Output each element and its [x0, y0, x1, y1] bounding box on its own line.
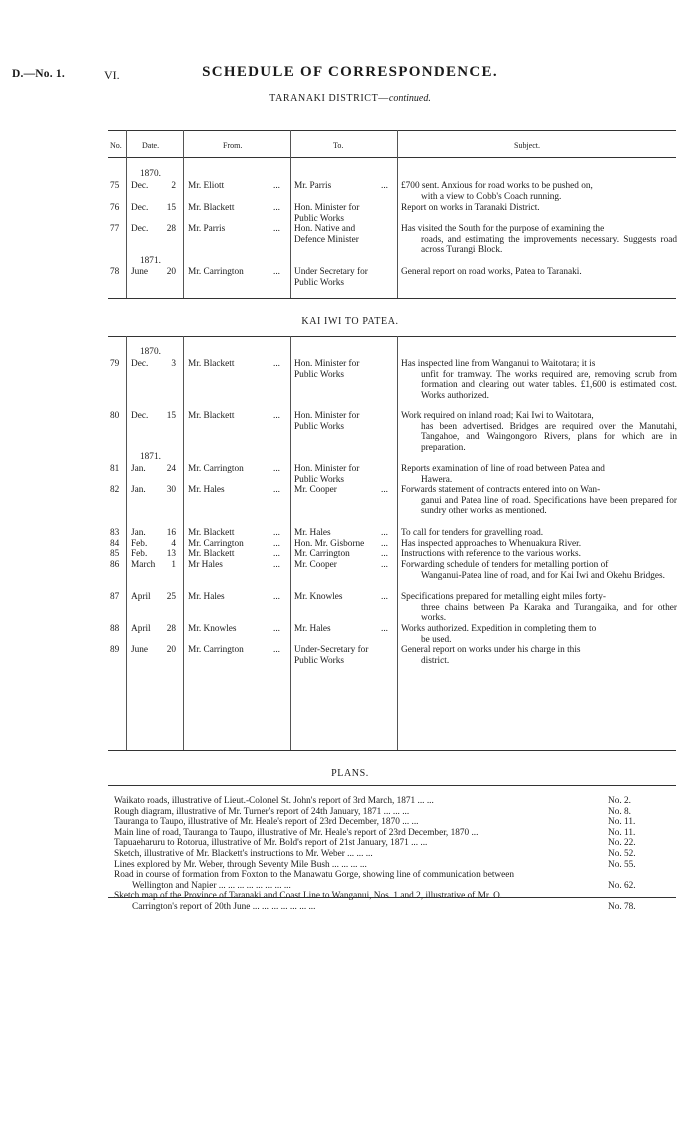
entry-from: Mr. Hales [188, 592, 225, 602]
leader-dots: ... [273, 549, 280, 559]
entry-to: Mr. Carrington [294, 549, 350, 559]
plan-number: No. 52. [608, 849, 636, 859]
entry-month: Dec. [131, 224, 149, 234]
plan-description: Sketch, illustrative of Mr. Blackett's instructions to Mr. Weber ... ... ... [114, 849, 373, 859]
entry-subject [401, 464, 677, 485]
entry-number: 83 [110, 528, 120, 538]
subject-first-line: Forwards statement of contracts entered into on Wan- [401, 485, 601, 495]
entry-day: 25 [166, 592, 176, 602]
entry-subject [401, 181, 677, 202]
column-header-to: To. [333, 141, 344, 150]
leader-dots: ... [381, 549, 388, 559]
entry-subject [401, 645, 677, 666]
subject-first-line: Has inspected approaches to Whenuakura River. [401, 539, 582, 549]
entry-subject [401, 203, 677, 214]
continued-label: continued. [388, 93, 431, 104]
subject-first-line: General report on road works, Patea to Taranaki. [401, 267, 582, 277]
entry-number: 82 [110, 485, 120, 495]
entry-to: Public Works [294, 655, 344, 666]
entry-from: Mr. Carrington [188, 539, 244, 549]
leader-dots: ... [381, 624, 388, 634]
subject-first-line: Has inspected line from Wanganui to Waitotara; it is [401, 359, 596, 369]
entry-to: Public Works [294, 369, 344, 380]
district-name: TARANAKI DISTRICT— [269, 93, 389, 104]
plan-description: Tapuaeharuru to Rotorua, illustrative of Mr. Bold's report of 21st January, 1871 ... ... [114, 838, 428, 849]
entry-day: 2 [171, 181, 176, 191]
entry-number: 87 [110, 592, 120, 602]
plan-number: No. 11. [608, 827, 636, 838]
plans-heading: PLANS. [331, 768, 369, 779]
entry-from: Mr. Hales [188, 485, 225, 495]
plan-description: Main line of road, Tauranga to Taupo, illustrative of Mr. Heale's report of 23rd December, 1870 ... [114, 827, 479, 838]
entry-from: Mr. Blackett [188, 411, 235, 421]
entry-to: Public Works [294, 421, 344, 432]
entry-day: 15 [166, 411, 176, 421]
entry-to: Mr. Parris [294, 181, 332, 191]
entry-to: Mr. Hales [294, 624, 331, 634]
plan-description: Road in course of formation from Foxton to the Manawatu Gorge, showing line of communication between [114, 870, 515, 881]
entry-subject [401, 624, 677, 645]
entry-from: Mr Hales [188, 560, 223, 570]
subject-first-line: Work required on inland road; Kai Iwi to Waitotara, [401, 411, 594, 421]
subject-continuation: ganui and Patea line of road. Specifications have been prepared for sundry other works as mentioned. [421, 495, 677, 517]
leader-dots: ... [273, 645, 280, 655]
entry-to: Mr. Cooper [294, 485, 337, 495]
leader-dots: ... [273, 464, 280, 474]
entry-month: Feb. [131, 549, 148, 559]
plan-number: No. 78. [608, 902, 636, 912]
table-bottom-rule [108, 750, 676, 751]
entry-day: 28 [166, 624, 176, 634]
entry-day: 20 [166, 645, 176, 655]
column-header-date: Date. [142, 141, 160, 150]
entry-to: Under-Secretary for [294, 645, 369, 655]
leader-dots: ... [381, 592, 388, 602]
entry-number: 78 [110, 267, 120, 277]
table-top-rule [108, 336, 676, 337]
subject-first-line: Works authorized. Expedition in completing them to [401, 624, 597, 634]
entry-subject [401, 539, 677, 550]
entry-to: Hon. Native and [294, 224, 356, 234]
leader-dots: ... [273, 181, 280, 191]
entry-month: Dec. [131, 181, 149, 191]
leader-dots: ... [273, 224, 280, 234]
plans-top-rule [108, 785, 676, 786]
leader-dots: ... [381, 560, 388, 570]
entry-number: 85 [110, 549, 120, 559]
plans-bottom-rule [108, 897, 676, 898]
entry-subject [401, 411, 677, 453]
entry-month: Feb. [131, 539, 148, 549]
section-number: VI. [104, 68, 120, 82]
entry-subject [401, 224, 677, 256]
entry-day: 1 [171, 560, 176, 570]
entry-month: June [131, 645, 149, 655]
entry-from: Mr. Eliott [188, 181, 225, 191]
year-label: 1871. [140, 452, 161, 462]
subject-first-line: Has visited the South for the purpose of examining the [401, 224, 605, 234]
plan-number: No. 11. [608, 817, 636, 828]
plan-description: Tauranga to Taupo, illustrative of Mr. Heale's report of 23rd December, 1870 ... ... [114, 817, 419, 828]
entry-number: 89 [110, 645, 120, 655]
column-divider [183, 336, 184, 750]
entry-number: 75 [110, 181, 120, 191]
entry-month: March [131, 560, 156, 570]
subject-continuation: district. [421, 655, 450, 666]
column-divider [290, 336, 291, 750]
entry-from: Mr. Blackett [188, 203, 235, 213]
entry-subject [401, 560, 677, 581]
entry-from: Mr. Parris [188, 224, 226, 234]
entry-day: 16 [166, 528, 176, 538]
leader-dots: ... [273, 560, 280, 570]
year-label: 1871. [140, 256, 161, 266]
plan-description: Wellington and Napier ... ... ... ... ... ... ... ... [132, 880, 291, 891]
entry-from: Mr. Knowles [188, 624, 237, 634]
plan-number: No. 8. [608, 806, 631, 817]
column-divider [397, 130, 398, 298]
entry-to: Mr. Cooper [294, 560, 337, 570]
entry-number: 86 [110, 560, 120, 570]
plan-description: Carrington's report of 20th June ... ... ... ... ... ... ... [132, 902, 316, 912]
entry-month: June [131, 267, 149, 277]
subject-first-line: Specifications prepared for metalling eight miles forty- [401, 592, 606, 602]
subject-first-line: To call for tenders for gravelling road. [401, 528, 544, 538]
header-bottom-rule [108, 157, 676, 158]
subject-continuation: Hawera. [421, 474, 453, 485]
entry-subject [401, 359, 677, 401]
entry-from: Mr. Carrington [188, 645, 244, 655]
plan-number: No. 2. [608, 796, 631, 806]
entry-from: Mr. Carrington [188, 464, 244, 474]
entry-to: Defence Minister [294, 234, 359, 245]
plan-number: No. 55. [608, 859, 636, 870]
entry-day: 28 [166, 224, 176, 234]
subject-continuation: be used. [421, 634, 452, 645]
entry-number: 84 [110, 539, 120, 549]
entry-month: Dec. [131, 411, 149, 421]
subject-first-line: Report on works in Taranaki District. [401, 203, 540, 213]
column-divider [183, 130, 184, 298]
subject-first-line: General report on works under his charge in this [401, 645, 581, 655]
column-header-no: No. [110, 141, 122, 150]
subject-first-line: £700 sent. Anxious for road works to be pushed on, [401, 181, 593, 191]
entry-day: 20 [166, 267, 176, 277]
leader-dots: ... [273, 592, 280, 602]
entry-month: Dec. [131, 203, 149, 213]
leader-dots: ... [273, 203, 280, 213]
column-divider [397, 336, 398, 750]
leader-dots: ... [273, 359, 280, 369]
entry-subject [401, 485, 677, 517]
entry-day: 4 [171, 539, 176, 549]
leader-dots: ... [381, 181, 388, 191]
entry-number: 77 [110, 224, 120, 234]
entry-to: Hon. Minister for [294, 203, 360, 213]
leader-dots: ... [273, 539, 280, 549]
entry-from: Mr. Blackett [188, 528, 235, 538]
entry-number: 80 [110, 411, 120, 421]
subject-first-line: Instructions with reference to the various works. [401, 549, 581, 559]
entry-to: Under Secretary for [294, 267, 368, 277]
year-label: 1870. [140, 169, 161, 179]
entry-day: 15 [166, 203, 176, 213]
entry-to: Hon. Mr. Gisborne [294, 539, 365, 549]
plan-number: No. 62. [608, 880, 636, 891]
subject-first-line: Reports examination of line of road between Patea and [401, 464, 605, 474]
leader-dots: ... [273, 411, 280, 421]
column-divider [126, 336, 127, 750]
entry-subject [401, 528, 677, 539]
subject-continuation: has been advertised. Bridges are required over the Manutahi, Tangahoe, and Waingongoro Rivers, plans for which are in preparation. [421, 421, 677, 453]
entry-number: 79 [110, 359, 120, 369]
kai-iwi-heading: KAI IWI TO PATEA. [301, 316, 399, 327]
column-header-subject: Subject. [514, 141, 540, 150]
entry-day: 24 [166, 464, 176, 474]
table-top-rule [108, 130, 676, 131]
subject-continuation: three chains between Pa Karaka and Turangaika, and for other works. [421, 602, 677, 624]
entry-subject [401, 549, 677, 560]
plan-description: Sketch map of the Province of Taranaki and Coast Line to Wanganui, Nos. 1 and 2, illustrative of Mr. O. [114, 891, 503, 902]
page-title: SCHEDULE OF CORRESPONDENCE. [202, 64, 498, 80]
leader-dots: ... [381, 485, 388, 495]
page-reference: D.—No. 1. [12, 68, 65, 80]
entry-day: 3 [171, 359, 176, 369]
leader-dots: ... [381, 528, 388, 538]
entry-to: Hon. Minister for [294, 464, 360, 474]
subject-continuation: Wanganui-Patea line of road, and for Kai Iwi and Okehu Bridges. [421, 570, 665, 581]
entry-subject [401, 592, 677, 624]
entry-number: 81 [110, 464, 120, 474]
entry-from: Mr. Carrington [188, 267, 244, 277]
leader-dots: ... [273, 624, 280, 634]
entry-month: Jan. [131, 464, 146, 474]
year-label: 1870. [140, 347, 161, 357]
entry-month: Dec. [131, 359, 149, 369]
entry-to: Hon. Minister for [294, 411, 360, 421]
plan-description: Lines explored by Mr. Weber, through Seventy Mile Bush ... ... ... ... [114, 859, 367, 870]
subject-continuation: roads, and estimating the improvements necessary. Suggests road across Turangi Block. [421, 234, 677, 256]
table-bottom-rule [108, 298, 676, 299]
column-divider [126, 130, 127, 298]
subject-first-line: Forwarding schedule of tenders for metalling portion of [401, 560, 609, 570]
plan-number: No. 22. [608, 838, 636, 849]
subject-continuation: unfit for tramway. The works required are, removing scrub from formation and clearing out water tables. £1,600 is estimated cost. Works authorized. [421, 369, 677, 401]
entry-from: Mr. Blackett [188, 359, 235, 369]
column-divider [290, 130, 291, 298]
plan-description: Rough diagram, illustrative of Mr. Turner's report of 24th January, 1871 ... ... ... [114, 806, 410, 817]
entry-month: April [131, 592, 151, 602]
entry-to: Public Works [294, 474, 344, 485]
entry-month: April [131, 624, 151, 634]
entry-subject [401, 267, 677, 278]
subject-continuation: with a view to Cobb's Coach running. [421, 191, 562, 202]
entry-to: Mr. Hales [294, 528, 331, 538]
entry-number: 88 [110, 624, 120, 634]
entry-to: Public Works [294, 213, 344, 224]
entry-from: Mr. Blackett [188, 549, 235, 559]
leader-dots: ... [381, 539, 388, 549]
entry-day: 13 [166, 549, 176, 559]
entry-month: Jan. [131, 528, 146, 538]
entry-to: Public Works [294, 277, 344, 288]
entry-number: 76 [110, 203, 120, 213]
leader-dots: ... [273, 485, 280, 495]
entry-month: Jan. [131, 485, 146, 495]
entry-to: Hon. Minister for [294, 359, 360, 369]
entry-to: Mr. Knowles [294, 592, 343, 602]
leader-dots: ... [273, 528, 280, 538]
entry-day: 30 [166, 485, 176, 495]
column-header-from: From. [223, 141, 243, 150]
plan-description: Waikato roads, illustrative of Lieut.-Colonel St. John's report of 3rd March, 1871 ... ... [114, 796, 434, 806]
leader-dots: ... [273, 267, 280, 277]
district-heading [0, 93, 700, 104]
